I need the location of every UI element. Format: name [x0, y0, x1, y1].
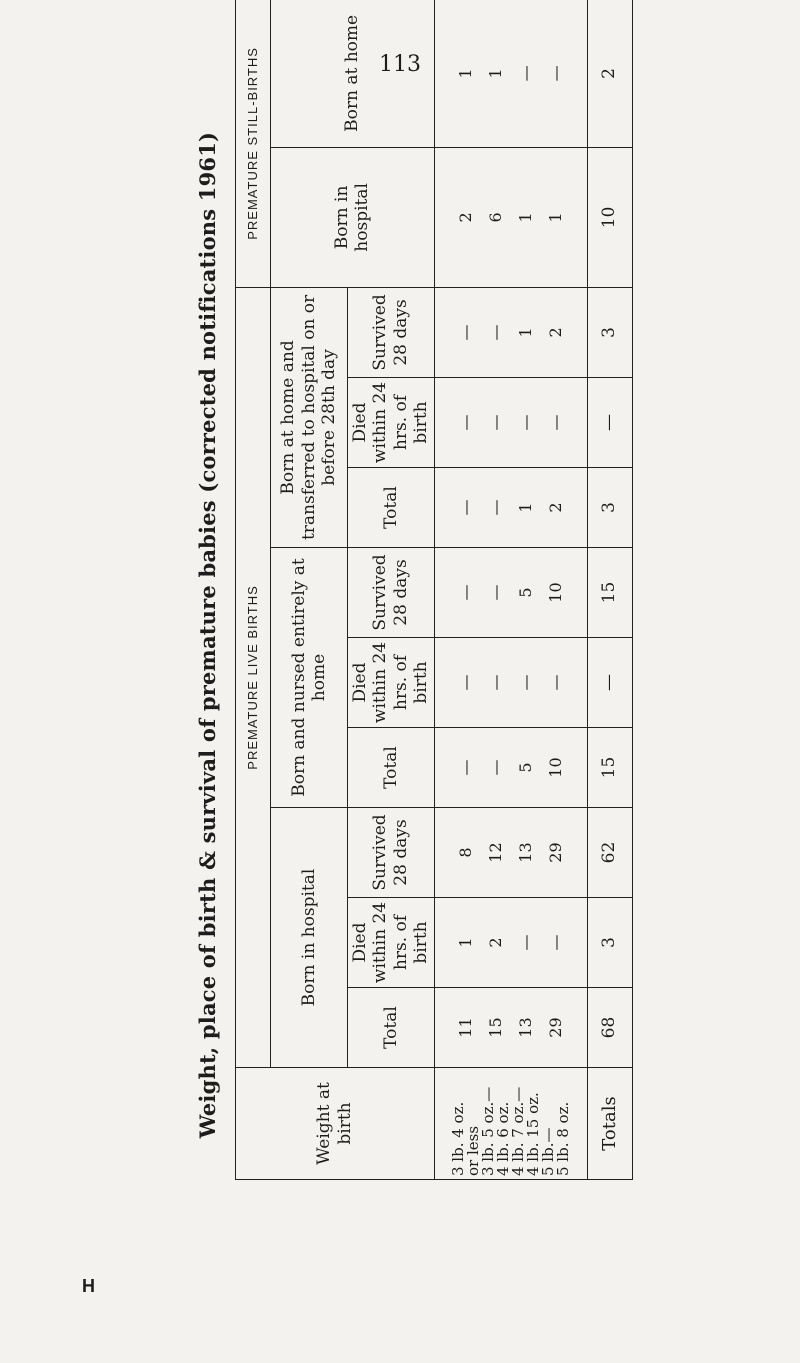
- weight-band-3: [508, 1071, 542, 1176]
- weight-column-header: Weight at birth: [236, 1068, 435, 1180]
- table-cell-value: 5: [515, 587, 535, 598]
- weight-band-line: 3 lb. 5 oz.—: [478, 1086, 497, 1176]
- hospital-died-cell: [434, 898, 587, 988]
- totals-row: [587, 0, 632, 1180]
- home-died-header: Died within 24 hrs. of birth: [348, 638, 435, 728]
- table-cell-value: 6: [485, 212, 505, 223]
- table-cell-value: —: [485, 414, 505, 431]
- table-cell-value: 13: [515, 842, 535, 863]
- table-cell-value: —: [485, 674, 505, 691]
- totals-hospital-died: 3: [587, 898, 632, 988]
- home-died-cell: [434, 638, 587, 728]
- home-total-header: Total: [348, 728, 435, 808]
- table-cell-value: 1: [515, 212, 535, 223]
- still-home-cell: [434, 0, 587, 147]
- weight-band-4: [538, 1071, 572, 1176]
- totals-label: Totals: [587, 1068, 632, 1180]
- table-cell-value: —: [455, 584, 475, 601]
- hospital-died-header: Died within 24 hrs. of birth: [348, 898, 435, 988]
- table-cell-value: 29: [545, 1017, 565, 1038]
- table-cell-value: 1: [455, 68, 475, 79]
- hospital-total-header: Total: [348, 988, 435, 1068]
- totals-home-total: 15: [587, 728, 632, 808]
- totals-hospital-survived: 62: [587, 808, 632, 898]
- transferred-survived-header: Survived 28 days: [348, 287, 435, 377]
- still-hospital-header: Born in hospital: [271, 147, 435, 287]
- table-cell-value: —: [545, 414, 565, 431]
- weight-band-line: 3 lb. 4 oz.: [448, 1101, 467, 1176]
- home-survived-header: Survived 28 days: [348, 548, 435, 638]
- weight-band-1: [448, 1071, 482, 1176]
- table-cell-value: —: [515, 674, 535, 691]
- table-cell-value: 11: [455, 1017, 475, 1038]
- table-cell-value: —: [545, 674, 565, 691]
- table-cell-value: 1: [515, 327, 535, 338]
- transferred-group-header: Born at home and transferred to hospital on or before 28th day: [271, 287, 348, 547]
- still-home-header: Born at home: [271, 0, 435, 147]
- table-cell-value: —: [515, 414, 535, 431]
- table-row: [434, 0, 587, 1180]
- weight-band-line: 5 lb.—: [538, 1127, 557, 1176]
- hospital-total-cell: [434, 988, 587, 1068]
- table-cell-value: 2: [485, 937, 505, 948]
- hospital-group-header: Born in hospital: [271, 808, 348, 1068]
- totals-still-home: 2: [587, 0, 632, 147]
- table-cell-value: —: [515, 65, 535, 82]
- hospital-survived-header: Survived 28 days: [348, 808, 435, 898]
- live-births-group-header: PREMATURE LIVE BIRTHS: [236, 287, 271, 1067]
- transferred-died-cell: [434, 378, 587, 468]
- weight-band-line: or less: [463, 1125, 482, 1176]
- table-cell-value: 13: [515, 1017, 535, 1038]
- table-cell-value: —: [545, 65, 565, 82]
- table-cell-value: —: [455, 324, 475, 341]
- totals-still-hospital: 10: [587, 147, 632, 287]
- table-cell-value: —: [455, 414, 475, 431]
- table-cell-value: 12: [485, 842, 505, 863]
- table-cell-value: —: [485, 584, 505, 601]
- totals-transferred-survived: 3: [587, 287, 632, 377]
- home-survived-cell: [434, 548, 587, 638]
- transferred-survived-cell: [434, 287, 587, 377]
- table-cell-value: 1: [515, 502, 535, 513]
- table-cell-value: 8: [455, 847, 475, 858]
- home-total-cell: [434, 728, 587, 808]
- weight-band-2: [478, 1071, 512, 1176]
- table-cell-value: —: [515, 934, 535, 951]
- weight-band-line: 5 lb. 8 oz.: [553, 1101, 572, 1176]
- totals-hospital-total: 68: [587, 988, 632, 1068]
- table-cell-value: —: [485, 324, 505, 341]
- still-hospital-cell: [434, 147, 587, 287]
- table-title: Weight, place of birth & survival of premature babies (corrected notifications 1961): [195, 131, 220, 1139]
- table-cell-value: 2: [545, 502, 565, 513]
- totals-home-died: —: [587, 638, 632, 728]
- table-cell-value: —: [545, 934, 565, 951]
- page-number: 113: [379, 52, 421, 77]
- table-cell-value: 1: [545, 212, 565, 223]
- table-cell-value: 29: [545, 842, 565, 863]
- table-cell-value: —: [455, 499, 475, 516]
- table-cell-value: 15: [485, 1017, 505, 1038]
- table-cell-value: 10: [545, 757, 565, 778]
- hospital-survived-cell: [434, 808, 587, 898]
- table-cell-value: 10: [545, 582, 565, 603]
- still-births-group-header: PREMATURE STILL-BIRTHS: [236, 0, 271, 287]
- totals-home-survived: 15: [587, 548, 632, 638]
- weight-band-line: 4 lb. 15 oz.: [523, 1092, 542, 1176]
- premature-babies-table: [235, 0, 633, 1180]
- footer-letter: H: [82, 1276, 95, 1296]
- transferred-total-header: Total: [348, 468, 435, 548]
- table-cell-value: 5: [515, 762, 535, 773]
- transferred-died-header: Died within 24 hrs. of birth: [348, 378, 435, 468]
- home-group-header: Born and nursed entirely at home: [271, 548, 348, 808]
- weight-band-line: 4 lb. 7 oz.—: [508, 1086, 527, 1176]
- table-cell-value: —: [485, 759, 505, 776]
- table-cell-value: 2: [455, 212, 475, 223]
- table-cell-value: —: [455, 674, 475, 691]
- table-cell-value: 1: [485, 68, 505, 79]
- table-cell-value: 2: [545, 327, 565, 338]
- totals-transferred-total: 3: [587, 468, 632, 548]
- table-cell-value: —: [455, 759, 475, 776]
- table-cell-value: 1: [455, 937, 475, 948]
- weight-band-line: 4 lb. 6 oz.: [493, 1101, 512, 1176]
- weight-bands-cell: [434, 1068, 587, 1180]
- transferred-total-cell: [434, 468, 587, 548]
- table-cell-value: —: [485, 499, 505, 516]
- totals-transferred-died: —: [587, 378, 632, 468]
